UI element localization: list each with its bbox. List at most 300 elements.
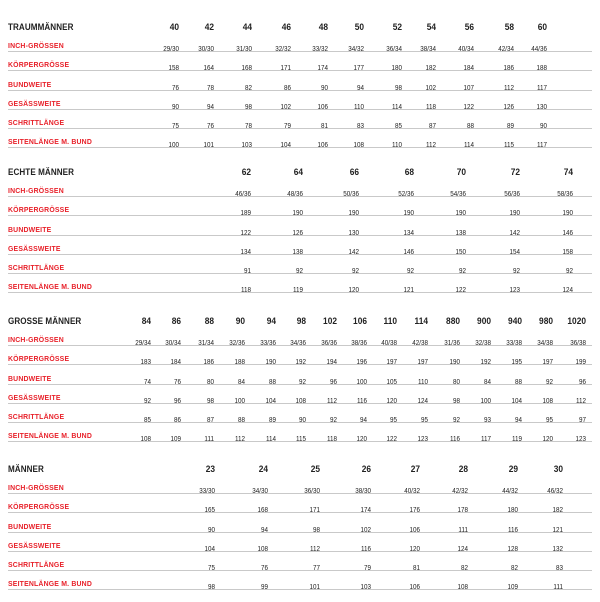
table-cell: 94 — [359, 417, 367, 424]
table-cell: 97 — [578, 417, 586, 424]
table-cell: 120 — [348, 287, 359, 294]
table-cell: 116 — [360, 546, 371, 553]
size-header: 30 — [553, 464, 563, 475]
table-cell: 34/36 — [290, 340, 306, 347]
table-cell: 86 — [173, 417, 181, 424]
table-cell: 174 — [360, 507, 371, 514]
table-cell: 116 — [507, 527, 518, 534]
row-divider — [8, 254, 592, 255]
table-cell: 91 — [243, 268, 251, 275]
table-cell: 100 — [234, 398, 245, 405]
table-cell: 123 — [509, 287, 520, 294]
table-cell: 104 — [265, 398, 276, 405]
row-divider — [8, 90, 592, 91]
table-cell: 108 — [457, 584, 468, 591]
size-header: 46 — [281, 22, 291, 33]
table-cell: 76 — [173, 379, 181, 386]
table-cell: 56/36 — [504, 191, 520, 198]
size-header: 106 — [353, 316, 367, 327]
table-cell: 78 — [244, 123, 252, 130]
table-cell: 36/30 — [304, 488, 320, 495]
row-label-seitenlaenge-m-bund: SEITENLÄNGE M. BUND — [8, 282, 93, 291]
table-cell: 46/36 — [235, 191, 251, 198]
table-cell: 98 — [206, 398, 214, 405]
table-cell: 188 — [234, 359, 245, 366]
size-header: 90 — [235, 316, 245, 327]
table-cell: 29/34 — [135, 340, 151, 347]
size-header: 68 — [404, 167, 414, 178]
table-cell: 106 — [317, 104, 328, 111]
table-cell: 75 — [171, 123, 179, 130]
table-cell: 154 — [509, 249, 520, 256]
row-divider — [8, 215, 592, 216]
table-cell: 46/32 — [547, 488, 563, 495]
table-cell: 34/30 — [252, 488, 268, 495]
row-divider — [8, 196, 592, 197]
table-cell: 111 — [204, 436, 214, 443]
row-label-bundweite: BUNDWEITE — [8, 374, 52, 383]
table-cell: 95 — [545, 417, 553, 424]
table-cell: 104 — [280, 142, 291, 149]
table-cell: 31/34 — [198, 340, 214, 347]
table-cell: 58/36 — [557, 191, 573, 198]
row-divider — [8, 570, 592, 571]
row-label-seitenlaenge-m-bund: SEITENLÄNGE M. BUND — [8, 579, 93, 588]
table-cell: 134 — [240, 249, 251, 256]
table-cell: 82 — [510, 565, 518, 572]
table-cell: 81 — [320, 123, 328, 130]
table-cell: 92 — [351, 268, 359, 275]
table-cell: 98 — [394, 85, 402, 92]
row-label-inch-groessen: INCH-GRÖSSEN — [8, 483, 64, 492]
table-cell: 106 — [317, 142, 328, 149]
table-cell: 115 — [295, 436, 306, 443]
table-cell: 40/34 — [458, 46, 474, 53]
row-label-schrittlaenge: SCHRITTLÄNGE — [8, 118, 65, 127]
table-cell: 101 — [309, 584, 320, 591]
table-cell: 108 — [257, 546, 268, 553]
table-cell: 190 — [403, 210, 414, 217]
table-cell: 92 — [545, 379, 553, 386]
row-label-seitenlaenge-m-bund: SEITENLÄNGE M. BUND — [8, 137, 93, 146]
table-cell: 84 — [237, 379, 245, 386]
table-cell: 111 — [458, 527, 468, 534]
table-cell: 92 — [565, 268, 573, 275]
row-label-koerpergroesse: KÖRPERGRÖSSE — [8, 354, 70, 363]
table-cell: 92 — [329, 417, 337, 424]
table-cell: 99 — [260, 584, 268, 591]
row-divider — [8, 589, 592, 590]
table-cell: 84 — [483, 379, 491, 386]
table-cell: 100 — [480, 398, 491, 405]
table-cell: 103 — [360, 584, 371, 591]
table-cell: 89 — [268, 417, 276, 424]
size-header: 86 — [171, 316, 181, 327]
table-cell: 123 — [575, 436, 586, 443]
size-header: 64 — [293, 167, 303, 178]
table-cell: 122 — [240, 230, 251, 237]
row-divider — [8, 109, 592, 110]
table-cell: 83 — [356, 123, 364, 130]
table-cell: 108 — [353, 142, 364, 149]
table-cell: 180 — [391, 65, 402, 72]
table-cell: 197 — [542, 359, 553, 366]
table-cell: 142 — [348, 249, 359, 256]
table-cell: 101 — [203, 142, 214, 149]
table-cell: 33/30 — [199, 488, 215, 495]
table-cell: 98 — [312, 527, 320, 534]
size-header: 54 — [426, 22, 436, 33]
table-cell: 31/36 — [444, 340, 460, 347]
table-cell: 77 — [312, 565, 320, 572]
table-cell: 42/38 — [412, 340, 428, 347]
table-cell: 93 — [483, 417, 491, 424]
table-cell: 92 — [143, 398, 151, 405]
table-cell: 124 — [417, 398, 428, 405]
table-cell: 158 — [562, 249, 573, 256]
table-cell: 182 — [552, 507, 563, 514]
table-cell: 106 — [409, 527, 420, 534]
table-cell: 98 — [244, 104, 252, 111]
size-table-traummaenner — [0, 20, 600, 160]
size-table-grosse-maenner — [0, 314, 600, 454]
table-cell: 190 — [509, 210, 520, 217]
row-label-bundweite: BUNDWEITE — [8, 522, 52, 531]
table-cell: 81 — [412, 565, 420, 572]
table-cell: 88 — [466, 123, 474, 130]
table-cell: 117 — [536, 85, 547, 92]
size-header: 25 — [310, 464, 320, 475]
table-cell: 96 — [173, 398, 181, 405]
table-cell: 184 — [170, 359, 181, 366]
size-header: 60 — [537, 22, 547, 33]
table-cell: 122 — [463, 104, 474, 111]
table-cell: 171 — [280, 65, 291, 72]
section-title: MÄNNER — [8, 464, 44, 475]
table-cell: 122 — [386, 436, 397, 443]
table-cell: 165 — [204, 507, 215, 514]
table-cell: 192 — [295, 359, 306, 366]
table-cell: 108 — [542, 398, 553, 405]
table-cell: 32/32 — [275, 46, 291, 53]
size-table-maenner — [0, 462, 600, 602]
table-cell: 32/36 — [229, 340, 245, 347]
size-header: 72 — [510, 167, 520, 178]
table-cell: 104 — [204, 546, 215, 553]
row-label-gesaessweite: GESÄSSWEITE — [8, 99, 61, 108]
table-cell: 190 — [265, 359, 276, 366]
table-cell: 164 — [203, 65, 214, 72]
table-cell: 128 — [507, 546, 518, 553]
table-cell: 38/30 — [355, 488, 371, 495]
table-cell: 112 — [326, 398, 337, 405]
row-divider — [8, 441, 592, 442]
row-divider — [8, 512, 592, 513]
table-cell: 87 — [428, 123, 436, 130]
table-cell: 119 — [292, 287, 303, 294]
table-cell: 118 — [240, 287, 251, 294]
table-cell: 190 — [348, 210, 359, 217]
table-cell: 85 — [143, 417, 151, 424]
size-header: 28 — [458, 464, 468, 475]
row-divider — [8, 403, 592, 404]
table-cell: 40/32 — [404, 488, 420, 495]
table-cell: 89 — [506, 123, 514, 130]
table-cell: 33/38 — [506, 340, 522, 347]
table-cell: 108 — [140, 436, 151, 443]
table-cell: 116 — [356, 398, 367, 405]
table-cell: 50/36 — [343, 191, 359, 198]
size-header: 88 — [204, 316, 214, 327]
size-table-echte-maenner — [0, 165, 600, 305]
section-title: TRAUMMÄNNER — [8, 22, 74, 33]
table-cell: 90 — [320, 85, 328, 92]
table-cell: 123 — [417, 436, 428, 443]
table-cell: 98 — [207, 584, 215, 591]
size-header: 56 — [464, 22, 474, 33]
table-cell: 76 — [171, 85, 179, 92]
table-cell: 90 — [207, 527, 215, 534]
row-divider — [8, 292, 592, 293]
row-divider — [8, 422, 592, 423]
table-cell: 80 — [206, 379, 214, 386]
table-cell: 103 — [241, 142, 252, 149]
size-header: 27 — [410, 464, 420, 475]
row-label-inch-groessen: INCH-GRÖSSEN — [8, 41, 64, 50]
table-cell: 90 — [171, 104, 179, 111]
row-label-inch-groessen: INCH-GRÖSSEN — [8, 186, 64, 195]
row-divider — [8, 70, 592, 71]
table-cell: 80 — [452, 379, 460, 386]
row-label-bundweite: BUNDWEITE — [8, 225, 52, 234]
table-cell: 36/36 — [321, 340, 337, 347]
table-cell: 168 — [241, 65, 252, 72]
table-cell: 122 — [455, 287, 466, 294]
table-cell: 38/36 — [351, 340, 367, 347]
table-cell: 38/34 — [420, 46, 436, 53]
row-divider — [8, 147, 592, 148]
table-cell: 121 — [552, 527, 563, 534]
table-cell: 182 — [425, 65, 436, 72]
table-cell: 102 — [360, 527, 371, 534]
table-cell: 184 — [463, 65, 474, 72]
table-cell: 42/34 — [498, 46, 514, 53]
table-cell: 134 — [403, 230, 414, 237]
table-cell: 92 — [458, 268, 466, 275]
size-header: 66 — [349, 167, 359, 178]
table-cell: 116 — [449, 436, 460, 443]
table-cell: 90 — [539, 123, 547, 130]
table-cell: 36/34 — [386, 46, 402, 53]
table-cell: 117 — [536, 142, 547, 149]
row-divider — [8, 532, 592, 533]
size-header: 24 — [258, 464, 268, 475]
size-header: 940 — [508, 316, 522, 327]
table-cell: 121 — [403, 287, 414, 294]
table-cell: 104 — [511, 398, 522, 405]
table-cell: 86 — [283, 85, 291, 92]
table-cell: 109 — [507, 584, 518, 591]
table-cell: 114 — [463, 142, 474, 149]
row-divider — [8, 273, 592, 274]
table-cell: 183 — [140, 359, 151, 366]
size-header: 29 — [508, 464, 518, 475]
table-cell: 33/32 — [312, 46, 328, 53]
table-cell: 115 — [503, 142, 514, 149]
table-cell: 192 — [480, 359, 491, 366]
size-header: 980 — [539, 316, 553, 327]
table-cell: 79 — [283, 123, 291, 130]
table-cell: 33/36 — [260, 340, 276, 347]
table-cell: 44/32 — [502, 488, 518, 495]
size-header: 26 — [361, 464, 371, 475]
table-cell: 118 — [425, 104, 436, 111]
table-cell: 171 — [309, 507, 320, 514]
size-header: 70 — [456, 167, 466, 178]
table-cell: 126 — [503, 104, 514, 111]
table-cell: 40/38 — [381, 340, 397, 347]
table-cell: 190 — [292, 210, 303, 217]
row-label-gesaessweite: GESÄSSWEITE — [8, 541, 61, 550]
table-cell: 94 — [206, 104, 214, 111]
table-cell: 88 — [514, 379, 522, 386]
row-divider — [8, 345, 592, 346]
size-header: 62 — [241, 167, 251, 178]
table-cell: 78 — [206, 85, 214, 92]
table-cell: 188 — [536, 65, 547, 72]
table-cell: 109 — [170, 436, 181, 443]
table-cell: 96 — [578, 379, 586, 386]
table-cell: 108 — [295, 398, 306, 405]
table-cell: 34/38 — [537, 340, 553, 347]
size-header: 94 — [266, 316, 276, 327]
row-divider — [8, 128, 592, 129]
size-header: 98 — [296, 316, 306, 327]
table-cell: 82 — [244, 85, 252, 92]
table-cell: 96 — [329, 379, 337, 386]
table-cell: 195 — [511, 359, 522, 366]
table-cell: 110 — [391, 142, 402, 149]
table-cell: 112 — [309, 546, 320, 553]
row-label-seitenlaenge-m-bund: SEITENLÄNGE M. BUND — [8, 431, 93, 440]
table-cell: 88 — [268, 379, 276, 386]
table-cell: 199 — [575, 359, 586, 366]
table-cell: 30/34 — [165, 340, 181, 347]
table-cell: 92 — [512, 268, 520, 275]
table-cell: 94 — [356, 85, 364, 92]
table-cell: 180 — [507, 507, 518, 514]
table-cell: 146 — [562, 230, 573, 237]
row-label-inch-groessen: INCH-GRÖSSEN — [8, 335, 64, 344]
row-divider — [8, 551, 592, 552]
table-cell: 114 — [265, 436, 276, 443]
table-cell: 112 — [575, 398, 586, 405]
size-header: 74 — [563, 167, 573, 178]
row-divider — [8, 384, 592, 385]
table-cell: 186 — [503, 65, 514, 72]
size-header: 58 — [504, 22, 514, 33]
table-cell: 176 — [409, 507, 420, 514]
row-divider — [8, 364, 592, 365]
table-cell: 85 — [394, 123, 402, 130]
table-cell: 138 — [292, 249, 303, 256]
table-cell: 92 — [452, 417, 460, 424]
size-header: 52 — [392, 22, 402, 33]
table-cell: 186 — [203, 359, 214, 366]
table-cell: 36/38 — [570, 340, 586, 347]
table-cell: 120 — [542, 436, 553, 443]
table-cell: 124 — [562, 287, 573, 294]
table-cell: 130 — [536, 104, 547, 111]
row-label-koerpergroesse: KÖRPERGRÖSSE — [8, 502, 70, 511]
row-label-schrittlaenge: SCHRITTLÄNGE — [8, 560, 65, 569]
table-cell: 142 — [509, 230, 520, 237]
table-cell: 190 — [449, 359, 460, 366]
size-header: 84 — [141, 316, 151, 327]
table-cell: 197 — [417, 359, 428, 366]
table-cell: 52/36 — [398, 191, 414, 198]
row-label-schrittlaenge: SCHRITTLÄNGE — [8, 412, 65, 421]
size-header: 42 — [204, 22, 214, 33]
table-cell: 120 — [386, 398, 397, 405]
table-cell: 174 — [317, 65, 328, 72]
table-cell: 31/30 — [236, 46, 252, 53]
table-cell: 54/36 — [450, 191, 466, 198]
table-cell: 158 — [168, 65, 179, 72]
table-cell: 92 — [298, 379, 306, 386]
table-cell: 100 — [168, 142, 179, 149]
size-header: 110 — [383, 316, 397, 327]
table-cell: 111 — [553, 584, 563, 591]
table-cell: 94 — [260, 527, 268, 534]
table-cell: 95 — [389, 417, 397, 424]
size-header: 48 — [318, 22, 328, 33]
table-cell: 194 — [326, 359, 337, 366]
table-cell: 168 — [257, 507, 268, 514]
table-cell: 130 — [348, 230, 359, 237]
row-divider — [8, 235, 592, 236]
table-cell: 76 — [206, 123, 214, 130]
table-cell: 189 — [240, 210, 251, 217]
table-cell: 105 — [386, 379, 397, 386]
table-cell: 44/36 — [531, 46, 547, 53]
table-cell: 110 — [353, 104, 364, 111]
table-cell: 126 — [292, 230, 303, 237]
size-header: 114 — [414, 316, 428, 327]
table-cell: 79 — [363, 565, 371, 572]
table-cell: 190 — [562, 210, 573, 217]
table-cell: 92 — [295, 268, 303, 275]
table-cell: 107 — [463, 85, 474, 92]
size-header: 880 — [446, 316, 460, 327]
row-label-gesaessweite: GESÄSSWEITE — [8, 244, 61, 253]
section-title: GROSSE MÄNNER — [8, 316, 82, 327]
table-cell: 118 — [326, 436, 337, 443]
table-cell: 138 — [455, 230, 466, 237]
table-cell: 87 — [206, 417, 214, 424]
row-divider — [8, 493, 592, 494]
table-cell: 196 — [356, 359, 367, 366]
size-header: 1020 — [567, 316, 586, 327]
table-cell: 100 — [356, 379, 367, 386]
size-header: 102 — [323, 316, 337, 327]
table-cell: 114 — [391, 104, 402, 111]
table-cell: 112 — [503, 85, 514, 92]
row-label-koerpergroesse: KÖRPERGRÖSSE — [8, 60, 70, 69]
size-header: 23 — [205, 464, 215, 475]
table-cell: 75 — [207, 565, 215, 572]
table-cell: 29/30 — [163, 46, 179, 53]
